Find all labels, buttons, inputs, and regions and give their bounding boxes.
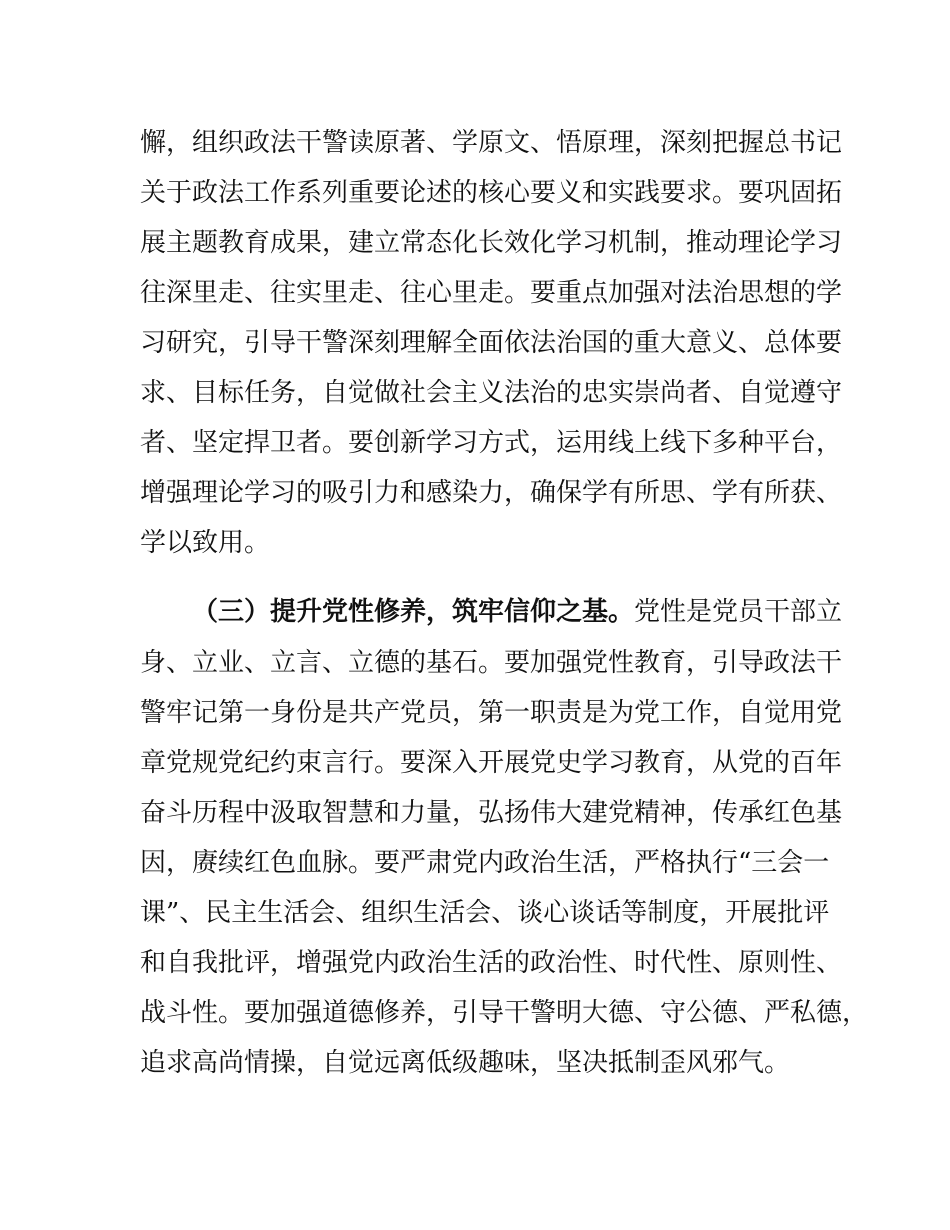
- paragraph-2-line-1-rest: 党性是党员干部立: [634, 597, 843, 627]
- paragraph-2-line-9: 战斗性。要加强道德修养，引导干警明大德、守公德、严私德，: [140, 998, 869, 1028]
- section-heading: （三）提升党性修养，筑牢信仰之基。: [192, 597, 635, 627]
- paragraph-1-line-1: 懈，组织政法干警读原著、学原文、悟原理，深刻把握总书记: [140, 128, 843, 158]
- paragraph-2-line-5: 奋斗历程中汲取智慧和力量，弘扬伟大建党精神，传承红色基: [140, 798, 843, 828]
- paragraph-2-line-6: 因，赓续红色血脉。要严肃党内政治生活，严格执行“三会一: [140, 848, 830, 878]
- paragraph-2-line-4: 章党规党纪约束言行。要深入开展党史学习教育，从党的百年: [140, 748, 843, 778]
- paragraph-1-line-7: 者、坚定捍卫者。要创新学习方式，运用线上线下多种平台，: [140, 428, 843, 458]
- paragraph-1-line-6: 求、目标任务，自觉做社会主义法治的忠实崇尚者、自觉遵守: [140, 378, 843, 408]
- paragraph-1-line-2: 关于政法工作系列重要论述的核心要义和实践要求。要巩固拓: [140, 178, 843, 208]
- paragraph-1-line-4: 往深里走、往实里走、往心里走。要重点加强对法治思想的学: [140, 278, 843, 308]
- paragraph-2-line-2: 身、立业、立言、立德的基石。要加强党性教育，引导政法干: [140, 648, 843, 678]
- paragraph-2-line-1: [192, 597, 843, 627]
- paragraph-2-line-3: 警牢记第一身份是共产党员，第一职责是为党工作，自觉用党: [140, 698, 843, 728]
- paragraph-1-line-3: 展主题教育成果，建立常态化长效化学习机制，推动理论学习: [140, 228, 843, 258]
- paragraph-2-line-10: 追求高尚情操，自觉远离低级趣味，坚决抵制歪风邪气。: [140, 1048, 791, 1078]
- paragraph-2-line-7: 课”、民主生活会、组织生活会、谈心谈话等制度，开展批评: [140, 898, 830, 928]
- paragraph-2-line-8: 和自我批评，增强党内政治生活的政治性、时代性、原则性、: [140, 948, 843, 978]
- paragraph-1-line-8: 增强理论学习的吸引力和感染力，确保学有所思、学有所获、: [140, 478, 843, 508]
- paragraph-1-line-9: 学以致用。: [140, 528, 271, 558]
- paragraph-1-line-5: 习研究，引导干警深刻理解全面依法治国的重大意义、总体要: [140, 328, 843, 358]
